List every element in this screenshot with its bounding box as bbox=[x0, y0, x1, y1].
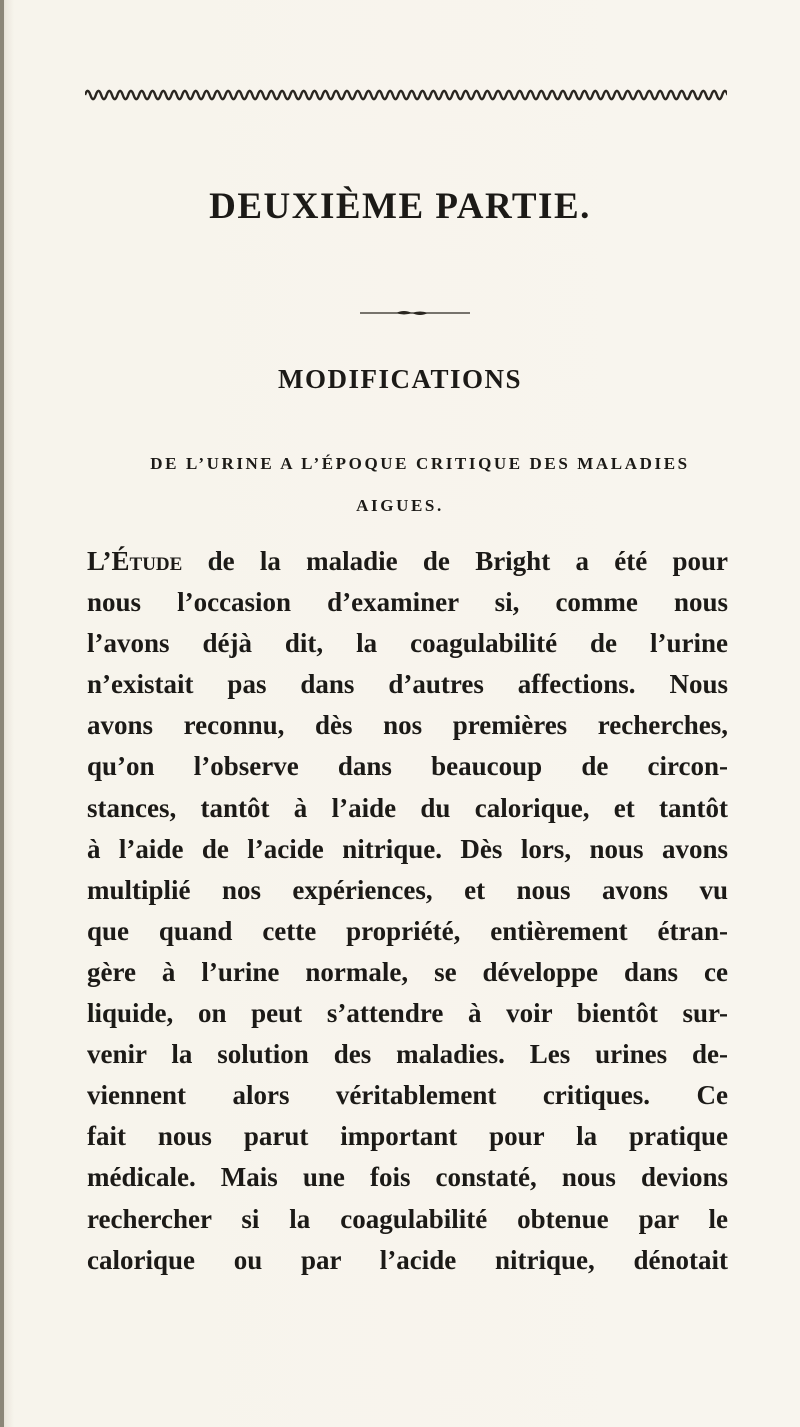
body-line: L’Étude de la maladie de Bright a été pour bbox=[87, 546, 728, 576]
body-line: fait nous parut important pour la pratique bbox=[87, 1121, 728, 1152]
section-subheading-line-1: DE L’URINE A L’ÉPOQUE CRITIQUE DES MALADIES bbox=[150, 454, 690, 473]
body-line: médicale. Mais une fois constaté, nous devions bbox=[87, 1162, 728, 1193]
body-line: n’existait pas dans d’autres affections. Nous bbox=[87, 669, 728, 700]
body-line: que quand cette propriété, entièrement étran- bbox=[87, 915, 728, 946]
body-line: avons reconnu, dès nos premières recherches, bbox=[87, 710, 728, 741]
body-line: stances, tantôt à l’aide du calorique, et tantôt bbox=[87, 792, 728, 823]
body-line: à l’aide de l’acide nitrique. Dès lors, nous avons bbox=[87, 833, 728, 864]
body-line: venir la solution des maladies. Les urines de- bbox=[87, 1039, 728, 1070]
body-line: multiplié nos expériences, et nous avons vu bbox=[87, 874, 728, 905]
body-line: rechercher si la coagulabilité obtenue par le bbox=[87, 1203, 728, 1234]
body-line: l’avons déjà dit, la coagulabilité de l’urine bbox=[87, 628, 728, 659]
wave-border-ornament bbox=[85, 88, 727, 102]
part-title: DEUXIÈME PARTIE. bbox=[209, 186, 591, 227]
body-line: gère à l’urine normale, se développe dans ce bbox=[87, 956, 728, 987]
body-paragraph bbox=[87, 541, 728, 1281]
body-line: viennent alors véritablement critiques. Ce bbox=[87, 1080, 728, 1111]
opening-word: L’Étude bbox=[87, 546, 183, 576]
divider-ornament bbox=[360, 304, 470, 312]
body-line: qu’on l’observe dans beaucoup de circon- bbox=[87, 751, 728, 782]
body-line: liquide, on peut s’attendre à voir bientôt sur- bbox=[87, 998, 728, 1029]
section-subheading-line-2: AIGUES. bbox=[356, 496, 444, 515]
body-line: calorique ou par l’acide nitrique, dénotait bbox=[87, 1244, 728, 1275]
body-line: nous l’occasion d’examiner si, comme nous bbox=[87, 587, 728, 618]
section-heading: MODIFICATIONS bbox=[277, 364, 523, 394]
wave-border-svg bbox=[85, 88, 727, 102]
